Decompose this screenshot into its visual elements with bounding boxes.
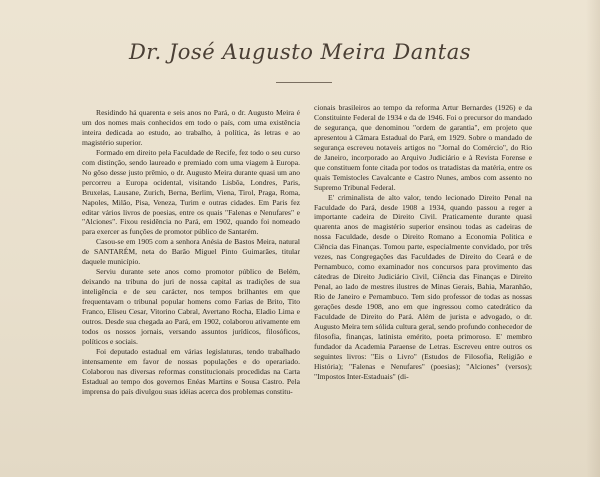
page-edge-shadow — [586, 0, 600, 477]
paragraph: Casou-se em 1905 com a senhora Anésia de Bastos Meira, natural de SANTARÉM, neta do Barão Miguel Pinto Guimarães, titular daquele município. — [82, 237, 300, 267]
paragraph: Residindo há quarenta e seis anos no Pará, o dr. Augusto Meira é um dos nomes mais conhecidos em todo o país, com uma existência inteira dedicada ao estudo, ao trabalho, à política, às letras e ao magistério superior. — [82, 108, 300, 147]
paragraph: E' criminalista de alto valor, tendo lecionado Direito Penal na Faculdade do Pará, desde 1908 a 1934, quando passou a reger a importante cadeira de Direito Civil. Praticamente durante quasi quarenta anos de magistério superior ensinou todas as cadeiras de nossa Faculdade, desde o Direito Romano a Economia Politica e Ciência das Finanças. Tomou parte, especialmente convidado, por três vezes, nas Congregações das Faculdades de Direito do Ceará e de Pernambuco, como examinador nos concursos para provimento das cátedras de Direito Judiciário Civil, Ciência das Finanças e Direito Penal, ao lado de mestres ilustres de Minas Gerais, Bahia, Maranhão, Rio de Janeiro e Pernambuco. Tem sido professor de todas as nossas gerações desde 1908, ano em que ingressou como catedrático da Faculdade de Direito do Pará. Além de jurista e advogado, o dr. Augusto Meira tem sólida cultura geral, sendo profundo conhecedor de filosofia, finanças, latinista emérito, poeta primoroso. E' membro fundador da Academia Paraense de Letras. Escreveu entre outros os seguintes livros: "Eis o Livro" (Estudos de Filosofia, Religião e História); "Falenas e Nenufares" (poesias); "Alciones" (versos); "Impostos Inter-Estaduais" (di- — [314, 192, 532, 381]
paragraph: Foi deputado estadual em várias legislaturas, tendo trabalhado intensamente em favor de nossas populações e do operariado. Colaborou nas diversas reformas constitucionais procedidas na Carta Estadual ao tempo dos governos Enéas Martins e Sousa Castro. Pela imprensa do país divulgou suas idéias acerca dos problemas constitu- — [82, 346, 300, 396]
paragraph: Serviu durante sete anos como promotor público de Belém, deixando na tribuna do juri de nossa capital as tradições de sua inteligência e de seu carácter, nos tempos brilhantes em que frequentavam o tribunal popular homens como Farias de Brito, Tito Franco, Eliseu Cesar, Vitorino Cabral, Avertano Rocha, Eladio Lima e outros. Desde sua chegada ao Pará, em 1902, colaborou ativamente em todos os nossos jornais, versando assuntos jurídicos, filosóficos, políticos e sociais. — [82, 267, 300, 346]
paragraph: Formado em direito pela Faculdade de Recife, fez todo o seu curso com distinção, sendo laureado e premiado com uma viagem à Europa. No gôso desse justo prêmio, o dr. Augusto Meira durante quasi um ano percorreu a Europa ocidental, visitando Lisbôa, Londres, Paris, Bruxelas, Lausane, Zurich, Berna, Berlim, Viena, Tirol, Praga, Roma, Napoles, Milão, Pisa, Veneza, Turim e outras cidades. Em Paris fez editar vários livros de poesias, entre os quais "Falenas e Nenufares" e "Alciones". Fixou residência no Pará, em 1902, quando foi nomeado para exercer as funções de promotor público de Santarém. — [82, 147, 300, 237]
right-text-column — [314, 103, 532, 382]
title-divider — [276, 82, 332, 83]
paragraph: cionais brasileiros ao tempo da reforma Artur Bernardes (1926) e da Constituinte Federal de 1934 e da de 1946. Foi o precursor do mandado de segurança, que denominou "ordem de garantia", em projeto que apresentou à Câmara Estadual do Pará, em 1929. Sobre o mandado de segurança escreveu notaveis artigos no "Jornal do Comércio", do Rio de Janeiro, incorporado ao Arquivo Judiciário e à Revista Forense e que constituem fonte citada por todos os tratadistas da matéria, entre os quais Temistocles Cavalcante e Castro Nunes, ambos com assento no Supremo Tribunal Federal. — [314, 103, 532, 192]
page-title: Dr. José Augusto Meira Dantas — [128, 40, 472, 64]
left-text-column — [82, 108, 300, 397]
